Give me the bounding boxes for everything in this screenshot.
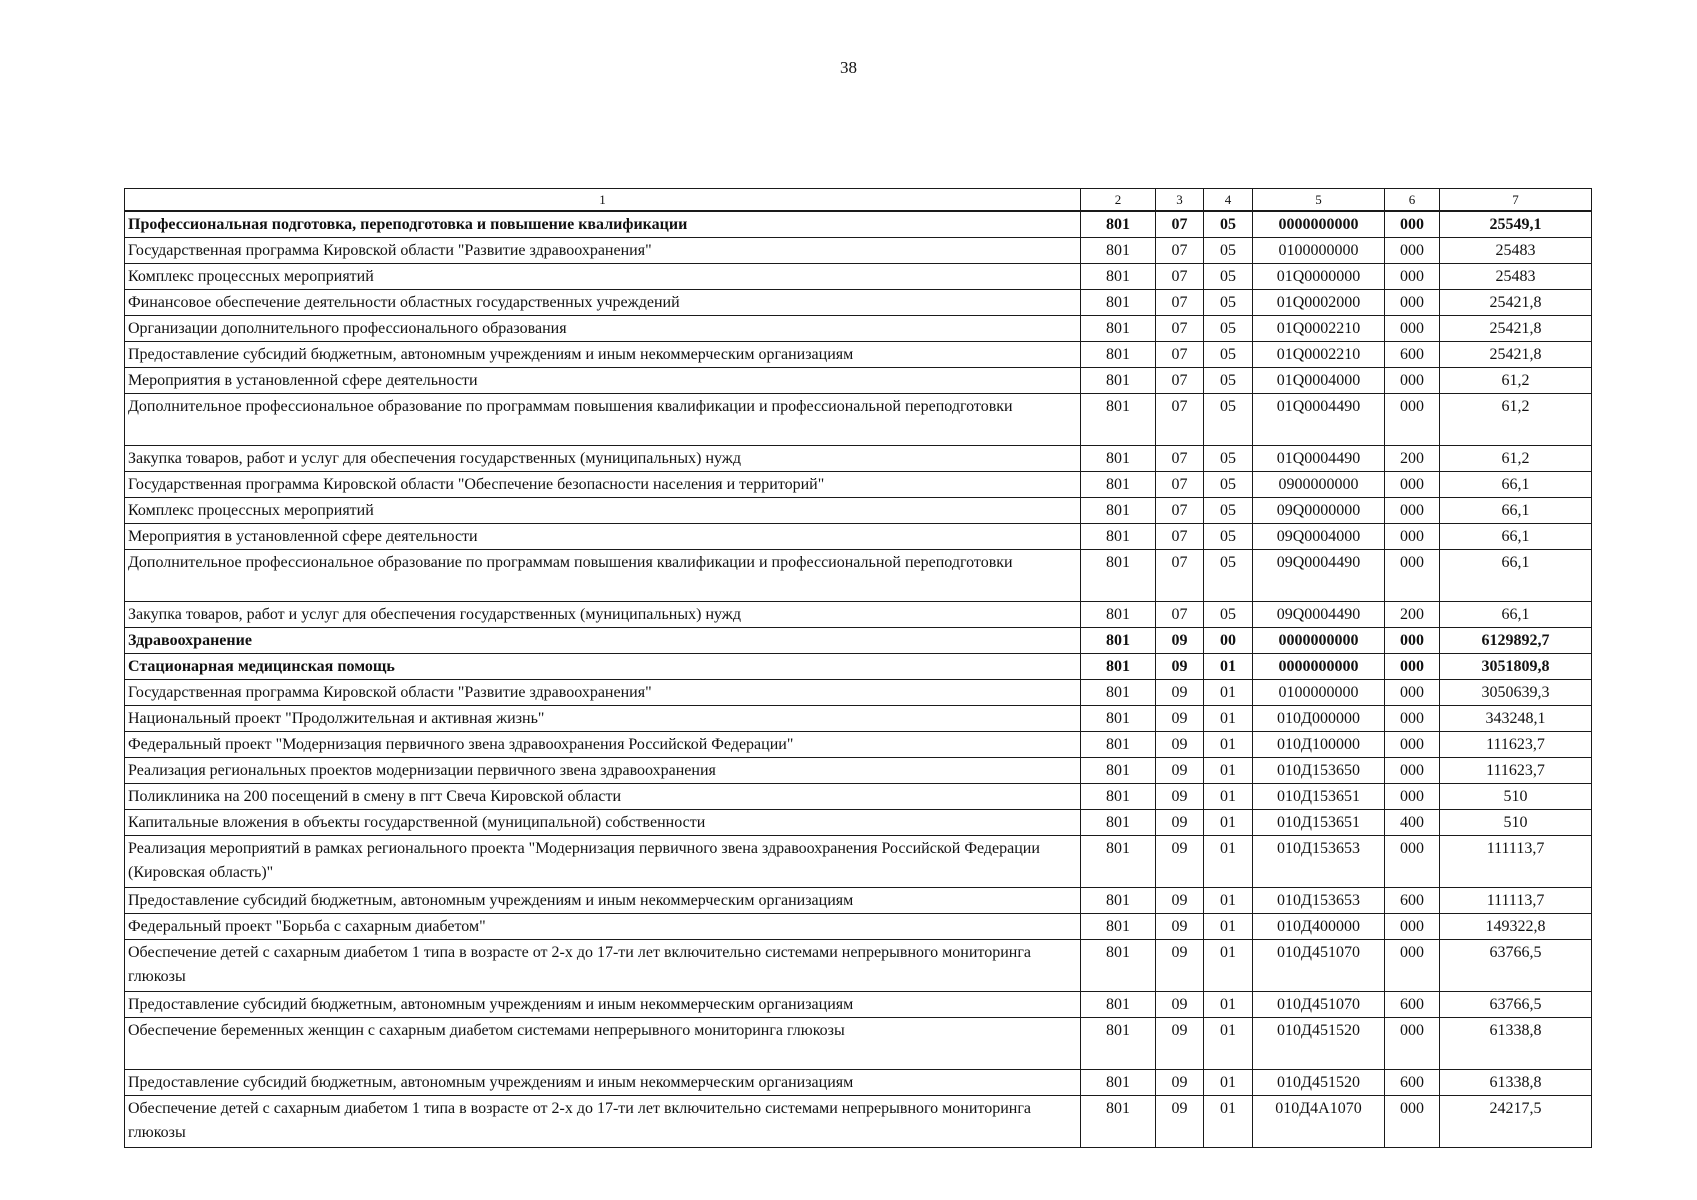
row-code-cell: 801 (1081, 211, 1156, 238)
row-section-cell: 09 (1156, 1096, 1204, 1148)
row-code-cell: 801 (1081, 472, 1156, 498)
row-name-cell: Национальный проект "Продолжительная и активная жизнь" (125, 706, 1081, 732)
row-code-cell: 801 (1081, 1070, 1156, 1096)
row-code-cell: 801 (1081, 368, 1156, 394)
row-section-cell: 07 (1156, 472, 1204, 498)
row-name-cell: Комплекс процессных мероприятий (125, 264, 1081, 290)
row-subsection-cell: 01 (1204, 1070, 1253, 1096)
row-target-cell: 0000000000 (1253, 628, 1385, 654)
row-section-cell: 09 (1156, 1070, 1204, 1096)
table-row (125, 550, 1592, 602)
row-subsection-cell: 01 (1204, 732, 1253, 758)
row-subsection-cell: 01 (1204, 992, 1253, 1018)
row-section-cell: 09 (1156, 628, 1204, 654)
row-subsection-cell: 05 (1204, 472, 1253, 498)
row-amount-cell: 66,1 (1440, 498, 1592, 524)
row-name-cell: Закупка товаров, работ и услуг для обеспечения государственных (муниципальных) нужд (125, 446, 1081, 472)
row-subsection-cell: 05 (1204, 316, 1253, 342)
row-type-cell: 000 (1385, 264, 1440, 290)
table-header-row (125, 189, 1592, 212)
row-code-cell: 801 (1081, 264, 1156, 290)
column-header: 6 (1385, 189, 1440, 212)
row-section-cell: 07 (1156, 498, 1204, 524)
row-code-cell: 801 (1081, 914, 1156, 940)
row-target-cell: 010Д451070 (1253, 940, 1385, 992)
row-type-cell: 000 (1385, 1018, 1440, 1070)
row-type-cell: 600 (1385, 888, 1440, 914)
row-type-cell: 000 (1385, 914, 1440, 940)
row-name-cell: Государственная программа Кировской области "Развитие здравоохранения" (125, 238, 1081, 264)
row-subsection-cell: 01 (1204, 914, 1253, 940)
row-amount-cell: 510 (1440, 784, 1592, 810)
table-row (125, 992, 1592, 1018)
row-target-cell: 0100000000 (1253, 680, 1385, 706)
row-type-cell: 000 (1385, 316, 1440, 342)
row-type-cell: 000 (1385, 1096, 1440, 1148)
row-type-cell: 000 (1385, 238, 1440, 264)
row-code-cell: 801 (1081, 1096, 1156, 1148)
row-subsection-cell: 05 (1204, 446, 1253, 472)
row-subsection-cell: 05 (1204, 264, 1253, 290)
row-section-cell: 09 (1156, 784, 1204, 810)
row-name-cell: Обеспечение детей с сахарным диабетом 1 типа в возрасте от 2-х до 17-ти лет включительно системами непрерывного мониторинга глюкозы (125, 1096, 1081, 1148)
row-target-cell: 010Д4А1070 (1253, 1096, 1385, 1148)
row-section-cell: 09 (1156, 940, 1204, 992)
row-code-cell: 801 (1081, 732, 1156, 758)
column-header: 5 (1253, 189, 1385, 212)
row-target-cell: 09Q0004490 (1253, 550, 1385, 602)
table-row (125, 628, 1592, 654)
row-subsection-cell: 01 (1204, 888, 1253, 914)
row-name-cell: Комплекс процессных мероприятий (125, 498, 1081, 524)
row-code-cell: 801 (1081, 524, 1156, 550)
table-row (125, 1070, 1592, 1096)
row-amount-cell: 111113,7 (1440, 888, 1592, 914)
row-target-cell: 0000000000 (1253, 211, 1385, 238)
row-section-cell: 09 (1156, 706, 1204, 732)
row-subsection-cell: 01 (1204, 706, 1253, 732)
row-section-cell: 07 (1156, 394, 1204, 446)
row-section-cell: 09 (1156, 914, 1204, 940)
row-subsection-cell: 00 (1204, 628, 1253, 654)
row-subsection-cell: 01 (1204, 1096, 1253, 1148)
table-row (125, 810, 1592, 836)
row-name-cell: Государственная программа Кировской области "Обеспечение безопасности населения и территорий" (125, 472, 1081, 498)
row-section-cell: 09 (1156, 888, 1204, 914)
row-section-cell: 09 (1156, 732, 1204, 758)
row-amount-cell: 111623,7 (1440, 732, 1592, 758)
row-target-cell: 01Q0004000 (1253, 368, 1385, 394)
row-type-cell: 400 (1385, 810, 1440, 836)
row-code-cell: 801 (1081, 394, 1156, 446)
table-row (125, 654, 1592, 680)
row-target-cell: 01Q0004490 (1253, 446, 1385, 472)
row-name-cell: Дополнительное профессиональное образование по программам повышения квалификации и профессиональной переподготовки (125, 550, 1081, 602)
row-code-cell: 801 (1081, 1018, 1156, 1070)
table-row (125, 238, 1592, 264)
row-subsection-cell: 01 (1204, 758, 1253, 784)
row-amount-cell: 25421,8 (1440, 342, 1592, 368)
row-code-cell: 801 (1081, 810, 1156, 836)
row-amount-cell: 61338,8 (1440, 1070, 1592, 1096)
table-row (125, 290, 1592, 316)
row-amount-cell: 61338,8 (1440, 1018, 1592, 1070)
table-row (125, 758, 1592, 784)
row-subsection-cell: 01 (1204, 836, 1253, 888)
row-type-cell: 000 (1385, 680, 1440, 706)
row-subsection-cell: 05 (1204, 368, 1253, 394)
row-subsection-cell: 05 (1204, 602, 1253, 628)
row-type-cell: 000 (1385, 654, 1440, 680)
row-type-cell: 000 (1385, 758, 1440, 784)
row-type-cell: 000 (1385, 290, 1440, 316)
row-type-cell: 000 (1385, 706, 1440, 732)
row-code-cell: 801 (1081, 680, 1156, 706)
row-code-cell: 801 (1081, 706, 1156, 732)
row-target-cell: 010Д451520 (1253, 1018, 1385, 1070)
row-name-cell: Обеспечение детей с сахарным диабетом 1 типа в возрасте от 2-х до 17-ти лет включительно системами непрерывного мониторинга глюкозы (125, 940, 1081, 992)
table-row (125, 784, 1592, 810)
row-section-cell: 07 (1156, 602, 1204, 628)
row-type-cell: 000 (1385, 524, 1440, 550)
row-subsection-cell: 01 (1204, 940, 1253, 992)
row-amount-cell: 61,2 (1440, 368, 1592, 394)
row-amount-cell: 25483 (1440, 264, 1592, 290)
budget-table (124, 188, 1592, 1148)
row-subsection-cell: 05 (1204, 394, 1253, 446)
row-amount-cell: 510 (1440, 810, 1592, 836)
table-row (125, 888, 1592, 914)
row-type-cell: 000 (1385, 732, 1440, 758)
row-section-cell: 09 (1156, 1018, 1204, 1070)
row-target-cell: 0100000000 (1253, 238, 1385, 264)
table-row (125, 1018, 1592, 1070)
table-row (125, 524, 1592, 550)
row-code-cell: 801 (1081, 654, 1156, 680)
row-amount-cell: 61,2 (1440, 394, 1592, 446)
row-subsection-cell: 05 (1204, 524, 1253, 550)
row-amount-cell: 343248,1 (1440, 706, 1592, 732)
row-type-cell: 000 (1385, 368, 1440, 394)
row-target-cell: 09Q0000000 (1253, 498, 1385, 524)
row-name-cell: Профессиональная подготовка, переподготовка и повышение квалификации (125, 211, 1081, 238)
row-section-cell: 09 (1156, 836, 1204, 888)
row-subsection-cell: 05 (1204, 550, 1253, 602)
row-target-cell: 01Q0004490 (1253, 394, 1385, 446)
row-code-cell: 801 (1081, 784, 1156, 810)
row-target-cell: 010Д153653 (1253, 888, 1385, 914)
row-type-cell: 600 (1385, 342, 1440, 368)
row-amount-cell: 3050639,3 (1440, 680, 1592, 706)
row-type-cell: 000 (1385, 550, 1440, 602)
row-target-cell: 010Д153651 (1253, 810, 1385, 836)
row-target-cell: 01Q0002210 (1253, 316, 1385, 342)
row-type-cell: 000 (1385, 211, 1440, 238)
row-name-cell: Предоставление субсидий бюджетным, автономным учреждениям и иным некоммерческим организациям (125, 888, 1081, 914)
row-type-cell: 200 (1385, 602, 1440, 628)
row-target-cell: 010Д153651 (1253, 784, 1385, 810)
row-amount-cell: 63766,5 (1440, 940, 1592, 992)
row-section-cell: 09 (1156, 654, 1204, 680)
row-amount-cell: 149322,8 (1440, 914, 1592, 940)
row-section-cell: 07 (1156, 211, 1204, 238)
row-type-cell: 000 (1385, 836, 1440, 888)
row-name-cell: Предоставление субсидий бюджетным, автономным учреждениям и иным некоммерческим организациям (125, 342, 1081, 368)
row-name-cell: Предоставление субсидий бюджетным, автономным учреждениям и иным некоммерческим организациям (125, 1070, 1081, 1096)
row-amount-cell: 111623,7 (1440, 758, 1592, 784)
row-code-cell: 801 (1081, 836, 1156, 888)
row-section-cell: 07 (1156, 238, 1204, 264)
row-name-cell: Финансовое обеспечение деятельности областных государственных учреждений (125, 290, 1081, 316)
row-amount-cell: 66,1 (1440, 602, 1592, 628)
row-name-cell: Организации дополнительного профессионального образования (125, 316, 1081, 342)
row-subsection-cell: 05 (1204, 290, 1253, 316)
row-amount-cell: 6129892,7 (1440, 628, 1592, 654)
row-target-cell: 010Д451520 (1253, 1070, 1385, 1096)
row-target-cell: 010Д400000 (1253, 914, 1385, 940)
table-row (125, 940, 1592, 992)
row-name-cell: Федеральный проект "Модернизация первичного звена здравоохранения Российской Федерации" (125, 732, 1081, 758)
row-name-cell: Поликлиника на 200 посещений в смену в пгт Свеча Кировской области (125, 784, 1081, 810)
row-amount-cell: 111113,7 (1440, 836, 1592, 888)
row-code-cell: 801 (1081, 758, 1156, 784)
row-amount-cell: 25549,1 (1440, 211, 1592, 238)
row-target-cell: 01Q0000000 (1253, 264, 1385, 290)
table-row (125, 1096, 1592, 1148)
table-row (125, 732, 1592, 758)
row-target-cell: 010Д451070 (1253, 992, 1385, 1018)
row-name-cell: Предоставление субсидий бюджетным, автономным учреждениям и иным некоммерческим организациям (125, 992, 1081, 1018)
column-header: 2 (1081, 189, 1156, 212)
table-row (125, 836, 1592, 888)
row-section-cell: 09 (1156, 758, 1204, 784)
row-name-cell: Реализация мероприятий в рамках регионального проекта "Модернизация первичного звена здравоохранения Российской Федерации (Кировская область)" (125, 836, 1081, 888)
row-subsection-cell: 05 (1204, 342, 1253, 368)
row-subsection-cell: 01 (1204, 654, 1253, 680)
table-row (125, 394, 1592, 446)
row-code-cell: 801 (1081, 238, 1156, 264)
row-type-cell: 000 (1385, 498, 1440, 524)
table-row (125, 498, 1592, 524)
row-amount-cell: 24217,5 (1440, 1096, 1592, 1148)
row-name-cell: Мероприятия в установленной сфере деятельности (125, 524, 1081, 550)
row-name-cell: Капитальные вложения в объекты государственной (муниципальной) собственности (125, 810, 1081, 836)
row-amount-cell: 66,1 (1440, 472, 1592, 498)
column-header: 7 (1440, 189, 1592, 212)
row-type-cell: 000 (1385, 940, 1440, 992)
row-type-cell: 600 (1385, 1070, 1440, 1096)
row-target-cell: 0900000000 (1253, 472, 1385, 498)
row-subsection-cell: 01 (1204, 680, 1253, 706)
row-section-cell: 07 (1156, 524, 1204, 550)
row-amount-cell: 25483 (1440, 238, 1592, 264)
row-name-cell: Дополнительное профессиональное образование по программам повышения квалификации и профессиональной переподготовки (125, 394, 1081, 446)
row-amount-cell: 61,2 (1440, 446, 1592, 472)
row-name-cell: Мероприятия в установленной сфере деятельности (125, 368, 1081, 394)
page-number: 38 (840, 58, 857, 77)
row-target-cell: 09Q0004490 (1253, 602, 1385, 628)
row-code-cell: 801 (1081, 992, 1156, 1018)
row-code-cell: 801 (1081, 888, 1156, 914)
column-header: 1 (125, 189, 1081, 212)
row-type-cell: 000 (1385, 394, 1440, 446)
row-code-cell: 801 (1081, 628, 1156, 654)
row-type-cell: 000 (1385, 784, 1440, 810)
table-row (125, 264, 1592, 290)
row-section-cell: 07 (1156, 264, 1204, 290)
row-code-cell: 801 (1081, 290, 1156, 316)
column-header: 4 (1204, 189, 1253, 212)
row-subsection-cell: 05 (1204, 211, 1253, 238)
row-section-cell: 07 (1156, 446, 1204, 472)
row-code-cell: 801 (1081, 940, 1156, 992)
row-section-cell: 07 (1156, 342, 1204, 368)
row-section-cell: 07 (1156, 290, 1204, 316)
row-type-cell: 000 (1385, 472, 1440, 498)
row-name-cell: Здравоохранение (125, 628, 1081, 654)
row-amount-cell: 25421,8 (1440, 290, 1592, 316)
row-amount-cell: 3051809,8 (1440, 654, 1592, 680)
row-target-cell: 010Д153650 (1253, 758, 1385, 784)
row-code-cell: 801 (1081, 602, 1156, 628)
row-target-cell: 010Д000000 (1253, 706, 1385, 732)
row-code-cell: 801 (1081, 342, 1156, 368)
column-header: 3 (1156, 189, 1204, 212)
row-amount-cell: 25421,8 (1440, 316, 1592, 342)
row-code-cell: 801 (1081, 550, 1156, 602)
row-target-cell: 0000000000 (1253, 654, 1385, 680)
row-name-cell: Реализация региональных проектов модернизации первичного звена здравоохранения (125, 758, 1081, 784)
table-row (125, 472, 1592, 498)
row-name-cell: Стационарная медицинская помощь (125, 654, 1081, 680)
row-name-cell: Федеральный проект "Борьба с сахарным диабетом" (125, 914, 1081, 940)
row-target-cell: 01Q0002000 (1253, 290, 1385, 316)
table-row (125, 602, 1592, 628)
row-code-cell: 801 (1081, 316, 1156, 342)
row-target-cell: 09Q0004000 (1253, 524, 1385, 550)
table-row (125, 706, 1592, 732)
table-row (125, 342, 1592, 368)
table-row (125, 316, 1592, 342)
table-row (125, 680, 1592, 706)
row-section-cell: 07 (1156, 550, 1204, 602)
table-row (125, 368, 1592, 394)
table-row (125, 211, 1592, 238)
row-name-cell: Государственная программа Кировской области "Развитие здравоохранения" (125, 680, 1081, 706)
row-name-cell: Обеспечение беременных женщин с сахарным диабетом системами непрерывного мониторинга глюкозы (125, 1018, 1081, 1070)
row-subsection-cell: 05 (1204, 238, 1253, 264)
row-subsection-cell: 01 (1204, 810, 1253, 836)
row-code-cell: 801 (1081, 446, 1156, 472)
row-amount-cell: 63766,5 (1440, 992, 1592, 1018)
row-section-cell: 09 (1156, 810, 1204, 836)
row-target-cell: 01Q0002210 (1253, 342, 1385, 368)
row-name-cell: Закупка товаров, работ и услуг для обеспечения государственных (муниципальных) нужд (125, 602, 1081, 628)
row-type-cell: 600 (1385, 992, 1440, 1018)
row-target-cell: 010Д100000 (1253, 732, 1385, 758)
row-amount-cell: 66,1 (1440, 550, 1592, 602)
row-section-cell: 09 (1156, 992, 1204, 1018)
row-section-cell: 07 (1156, 316, 1204, 342)
row-type-cell: 000 (1385, 628, 1440, 654)
row-section-cell: 09 (1156, 680, 1204, 706)
row-section-cell: 07 (1156, 368, 1204, 394)
row-subsection-cell: 01 (1204, 1018, 1253, 1070)
row-code-cell: 801 (1081, 498, 1156, 524)
row-amount-cell: 66,1 (1440, 524, 1592, 550)
table-row (125, 446, 1592, 472)
row-subsection-cell: 05 (1204, 498, 1253, 524)
row-type-cell: 200 (1385, 446, 1440, 472)
row-subsection-cell: 01 (1204, 784, 1253, 810)
table-row (125, 914, 1592, 940)
row-target-cell: 010Д153653 (1253, 836, 1385, 888)
